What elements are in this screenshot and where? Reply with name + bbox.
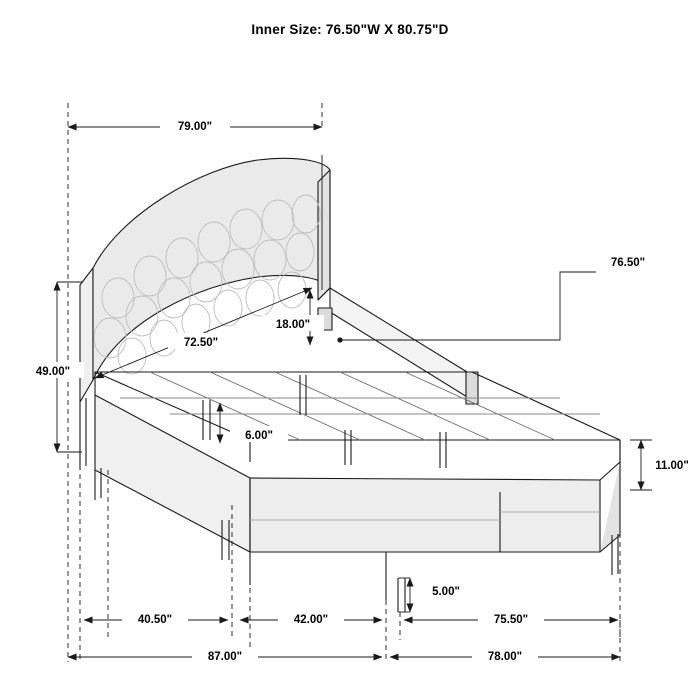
dim-headboard-width: 79.00" <box>177 121 213 133</box>
dim-total-depth: 78.00" <box>487 651 523 663</box>
dim-side-rail-depth: 76.50" <box>610 257 646 269</box>
bed-illustration <box>80 158 620 612</box>
dim-overall-height: 49.00" <box>35 366 71 378</box>
dim-headboard-drop: 18.00" <box>275 319 311 331</box>
dim-deck-height: 11.00" <box>655 460 689 472</box>
dim-side-segment: 75.50" <box>493 614 529 626</box>
dim-front-left-segment: 40.50" <box>137 614 173 626</box>
dim-total-width: 87.00" <box>207 651 243 663</box>
page-title: Inner Size: 76.50"W X 80.75"D <box>251 22 449 37</box>
dim-leg-height: 5.00" <box>432 586 460 598</box>
dim-mattress-width: 72.50" <box>183 337 219 349</box>
dim-front-mid-segment: 42.00" <box>293 614 329 626</box>
dim-slat-clearance: 6.00" <box>245 430 273 442</box>
